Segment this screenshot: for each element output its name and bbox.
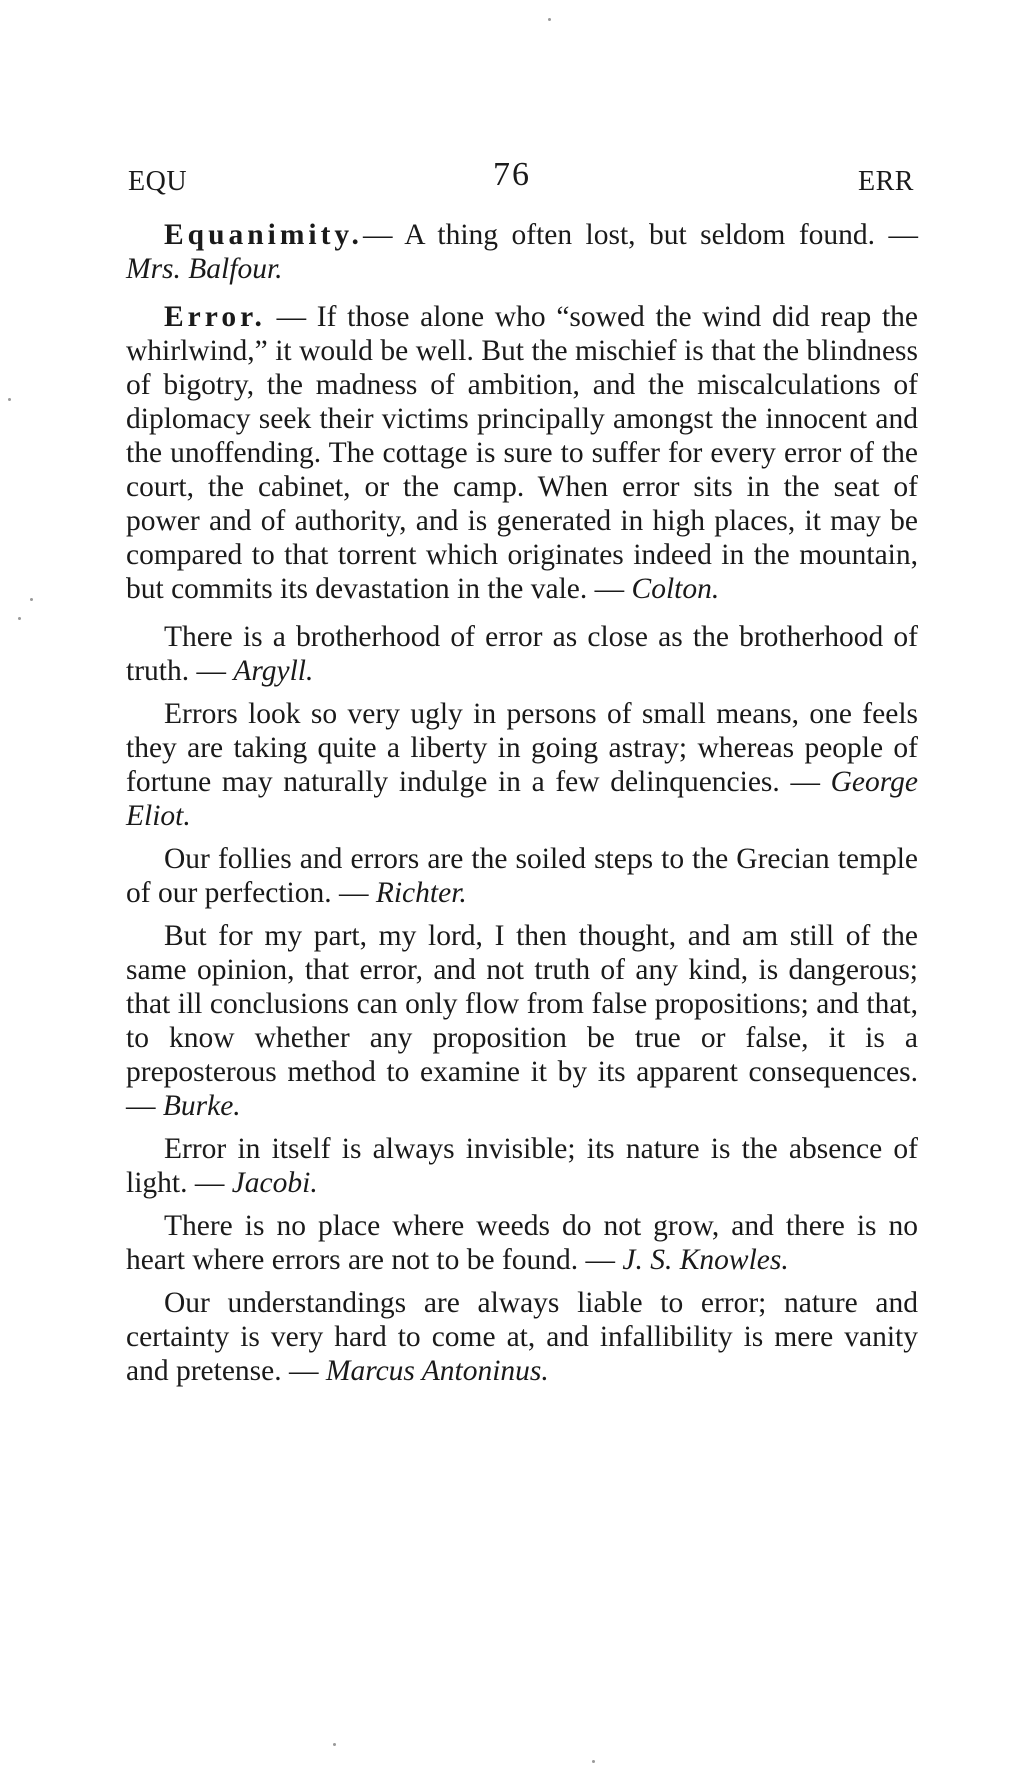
quote-author: George Eliot. [126,766,919,832]
entry-error [126,300,918,606]
quote-text: Error in itself is always invisible; its nature is the absence of light. — [126,1133,918,1199]
quote-author: Argyll. [233,655,314,687]
quote-text: Our understandings are always liable to error; nature and certainty is very hard to come at, and infallibility is mere vanity and pretense. — [126,1287,918,1387]
entry-author: Colton. [631,573,720,605]
quote-text: There is no place where weeds do not grow, and there is no heart where errors are not to be found. — [126,1210,918,1276]
page-body [126,218,918,1397]
quote-author: J. S. Knowles. [622,1244,789,1276]
speck [548,18,551,21]
entry-paragraph [126,300,918,606]
speck [592,1760,595,1763]
quote-text: There is a brotherhood of error as close as the brotherhood of truth. — [126,621,918,687]
speck [30,598,33,601]
quote-text: Our follies and errors are the soiled steps to the Grecian temple of our perfection. — [126,843,918,909]
entry-equanimity [126,218,918,286]
entry-heading: Equanimity. [164,219,363,251]
quote [126,620,918,688]
quote-text: But for my part, my lord, I then thought, and am still of the same opinion, that error, and not truth of any kind, is dangerous; that ill conclusions can only flow from false propositions; and that, to know whether any proposition be true or false, it is a preposterous method to examine it by its apparent consequences. — [126,920,918,1122]
speck [333,1743,336,1746]
quote [126,1132,918,1200]
entry-text: — If those alone who “sowed the wind did reap the whirlwind,” it would be well. But the mischief is that the blindness of bigotry, the madness of ambition, and the miscalculations of diplomacy seek their victims principally amongst the innocent and the unoffending. The cottage is sure to suffer for every error of the court, the cabinet, or the camp. When error sits in the seat of power and of authority, and is generated in high places, it may be compared to that torrent which originates indeed in the mountain, but commits its devastation in the vale. — [126,301,918,605]
quote-author: Jacobi. [231,1167,318,1199]
quote [126,697,918,833]
quote [126,842,918,910]
speck [18,617,21,620]
entry-text: — A thing often lost, but seldom found. — [362,219,918,251]
entry-heading: Error. [164,301,266,333]
entry-author: Mrs. Balfour. [126,253,283,285]
entry-paragraph [126,218,918,286]
header-right-guide-word: ERR [858,166,914,197]
page-number: 76 [493,156,531,193]
quote-author: Richter. [375,877,467,909]
book-page [126,0,918,1790]
running-header [126,156,918,202]
quote-author: Burke. [162,1090,241,1122]
quote [126,919,918,1123]
quote-text: Errors look so very ugly in persons of small means, one feels they are taking quite a liberty in going astray; whereas people of fortune may naturally indulge in a few delinquencies. — [126,698,918,798]
speck [8,398,11,401]
header-left-guide-word: EQU [128,166,188,197]
quote [126,1286,918,1388]
quote-author: Marcus Antoninus. [325,1355,549,1387]
quote [126,1209,918,1277]
